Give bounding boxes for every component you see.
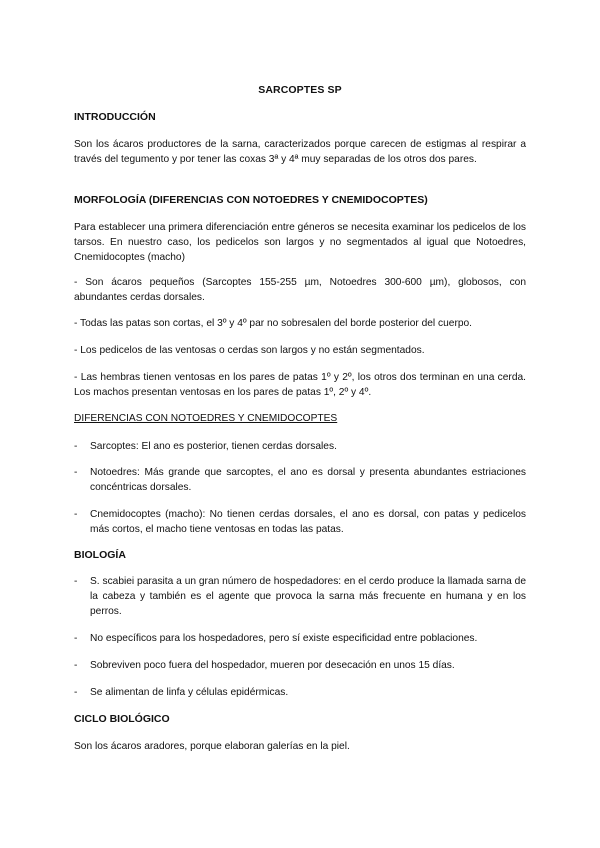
list-item: - Cnemidocoptes (macho): No tienen cerdas dorsales, el ano es dorsal, con patas y pedicelos más cortos, el macho tiene ventosas en todas las patas. [74, 509, 526, 535]
intro-heading: INTRODUCCIÓN [74, 111, 156, 123]
list-item: - Se alimentan de linfa y células epidérmicas. [74, 687, 289, 698]
morfologia-paragraph: Para establecer una primera diferenciación entre géneros se necesita examinar los pedicelos de los tarsos. En nuestro caso, los pedicelos son largos y no segmentados al igual que Notoedres, Cnemidocoptes (macho) [74, 222, 526, 263]
list-item: - Sobreviven poco fuera del hospedador, mueren por desecación en unos 15 días. [74, 660, 455, 671]
ciclo-heading: CICLO BIOLÓGICO [74, 713, 170, 725]
morfologia-paragraph: - Todas las patas son cortas, el 3º y 4º par no sobresalen del borde posterior del cuerpo. [74, 318, 473, 329]
morfologia-paragraph: - Los pedicelos de las ventosas o cerdas son largos y no están segmentados. [74, 345, 425, 356]
ciclo-paragraph: Son los ácaros aradores, porque elaboran galerías en la piel. [74, 741, 350, 752]
morfologia-heading: MORFOLOGÍA (DIFERENCIAS CON NOTOEDRES Y CNEMIDOCOPTES) [74, 194, 428, 206]
diferencias-heading: DIFERENCIAS CON NOTOEDRES Y CNEMIDOCOPTES [74, 413, 338, 424]
biologia-heading: BIOLOGÍA [74, 549, 126, 561]
list-item: - Notoedres: Más grande que sarcoptes, el ano es dorsal y presenta abundantes estriaciones concéntricas dorsales. [74, 467, 526, 493]
list-item: - S. scabiei parasita a un gran número de hospedadores: en el cerdo produce la llamada sarna de la cabeza y también es el agente que provoca la sarna más frecuente en humana y en los perros. [74, 576, 526, 617]
list-item: - Sarcoptes: El ano es posterior, tienen cerdas dorsales. [74, 441, 337, 452]
morfologia-paragraph: - Son ácaros pequeños (Sarcoptes 155-255 µm, Notoedres 300-600 µm), globosos, con abundantes cerdas dorsales. [74, 277, 526, 303]
document-title: SARCOPTES SP [258, 84, 342, 96]
morfologia-paragraph: - Las hembras tienen ventosas en los pares de patas 1º y 2º, los otros dos terminan en una cerda. Los machos presentan ventosas en los pares de patas 1º, 2º y 4º. [74, 372, 526, 398]
list-item: - No específicos para los hospedadores, pero sí existe especificidad entre poblaciones. [74, 633, 478, 644]
intro-paragraph: Son los ácaros productores de la sarna, caracterizados porque carecen de estigmas al respirar a través del tegumento y por tener las coxas 3ª y 4ª muy separadas de los otros dos pares. [74, 139, 526, 165]
